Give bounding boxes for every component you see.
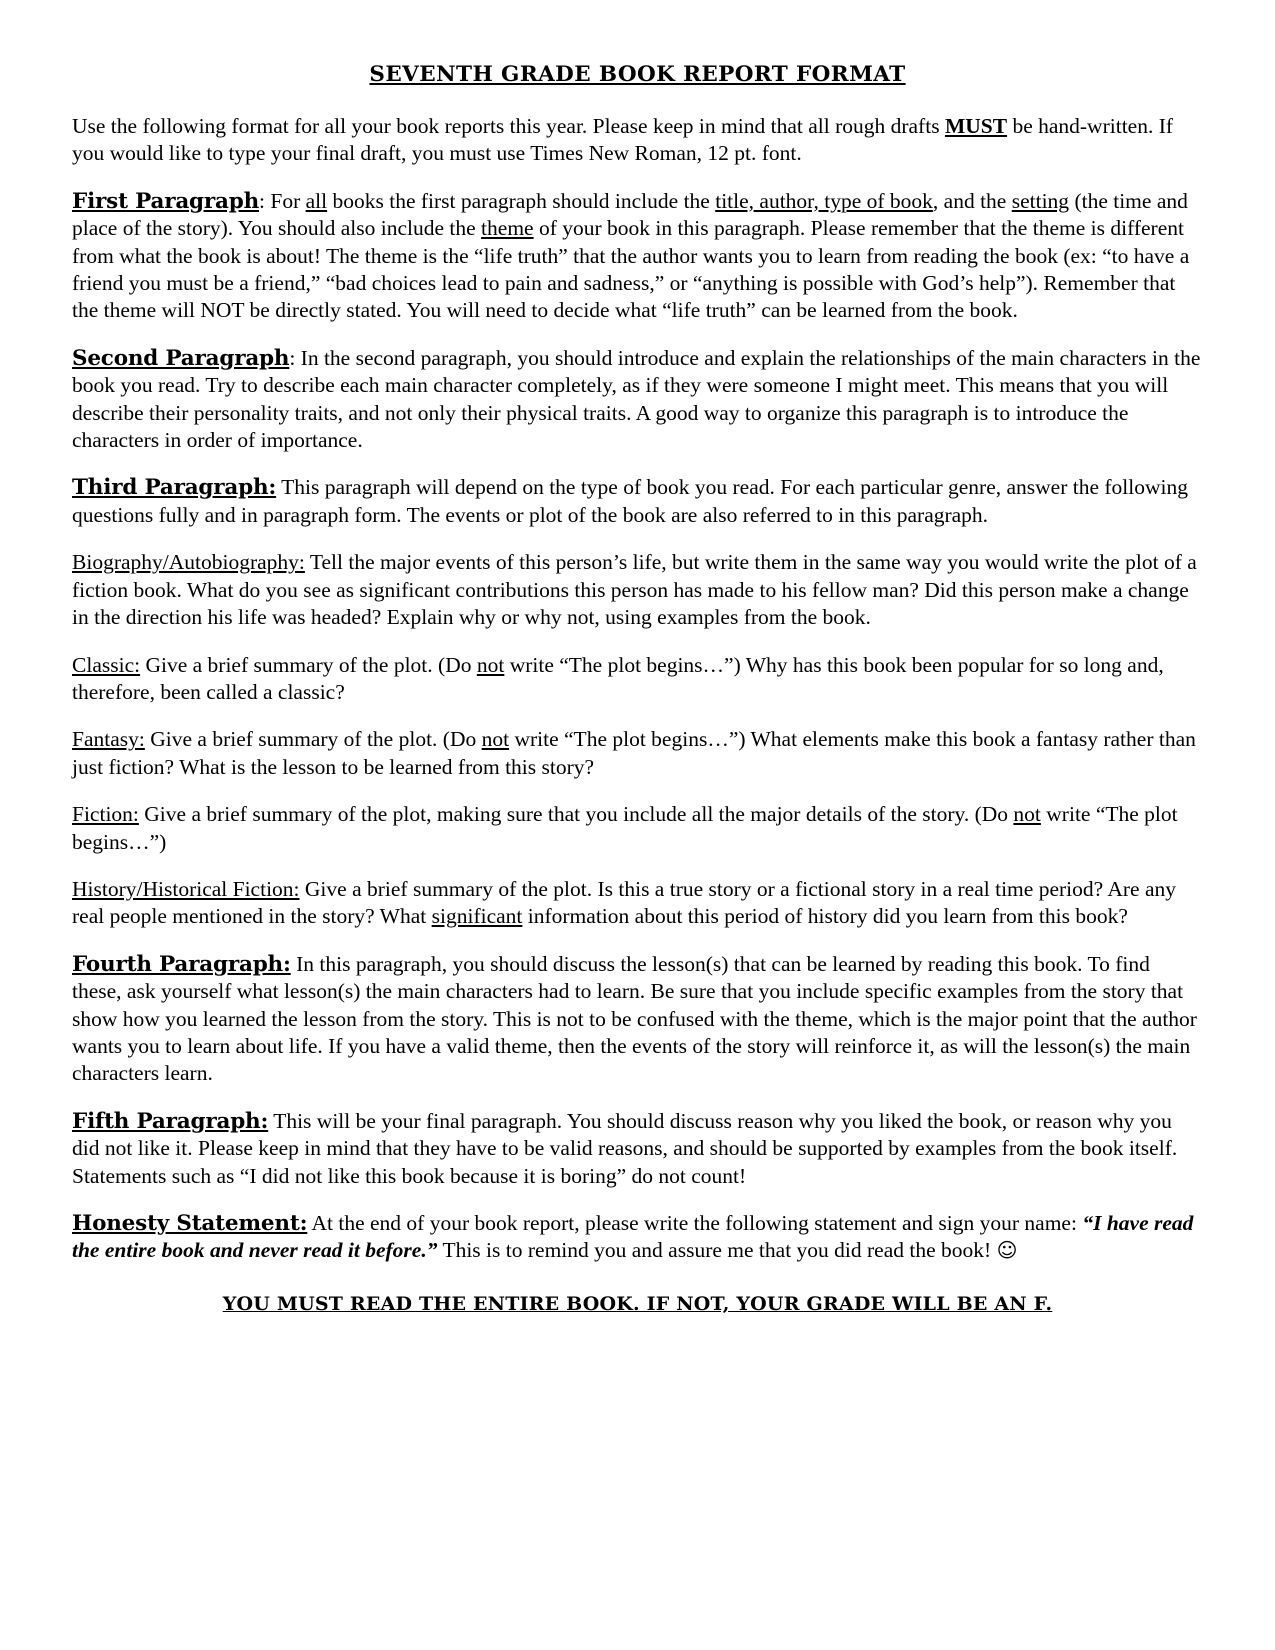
genre-label: Fiction:	[72, 802, 139, 827]
first-paragraph-section	[72, 188, 1203, 325]
third-paragraph-heading: Third Paragraph:	[72, 475, 277, 501]
genre-text-2: write “The plot begins…”) Why has this book been popular for so long and, therefore, been called a classic?	[72, 652, 1164, 704]
genre-text-2: write “The plot begins…”) What elements make this book a fantasy rather than just fiction? What is the lesson to be learned from this story?	[72, 727, 1196, 779]
first-paragraph-u2: title, author, type of book	[715, 188, 933, 213]
genre-text-1: Give a brief summary of the plot. Is this a true story or a fictional story in a real time period? Are any real people mentioned in the story? What	[72, 876, 1176, 929]
page-title: SEVENTH GRADE BOOK REPORT FORMAT	[369, 62, 906, 87]
second-paragraph-heading: Second Paragraph	[72, 345, 290, 371]
genre-underlined: not	[476, 652, 505, 677]
first-paragraph-t4: (the time and place of the story). You should also include the	[72, 188, 1188, 241]
honesty-statement-section	[72, 1210, 1203, 1265]
third-paragraph-text: This paragraph will depend on the type of book you read. For each particular genre, answer the following questions fully and in paragraph form. The events or plot of the book are also referred to in this paragraph.	[72, 475, 1188, 527]
genre-text-1: Give a brief summary of the plot. (Do	[140, 652, 477, 677]
genre-text-2: write “The plot begins…”)	[72, 802, 1178, 854]
first-paragraph-t2: books the first paragraph should include the	[327, 188, 716, 213]
honesty-statement-quote: “I have read the entire book and never read it before.”	[72, 1211, 1194, 1263]
genre-item-classic	[72, 652, 1203, 707]
fifth-paragraph-section	[72, 1108, 1203, 1190]
intro-paragraph	[72, 113, 1203, 168]
smiley-icon: ☺	[996, 1238, 1018, 1263]
genre-text-1: Give a brief summary of the plot. (Do	[144, 727, 482, 752]
genre-item-fiction	[72, 801, 1203, 856]
second-paragraph-text: : In the second paragraph, you should introduce and explain the relationships of the main characters in the book you read. Try to describe each main character completely, as if they were someone I might meet. This means that you will describe their personality traits, and not only their physical traits. A good way to organize this paragraph is to introduce the characters in order of importance.	[72, 345, 1201, 453]
genre-label: History/Historical Fiction:	[72, 876, 300, 901]
first-paragraph-t1: : For	[259, 188, 306, 213]
genre-text-2: information about this period of history did you learn from this book?	[522, 904, 1128, 929]
fourth-paragraph-text: In this paragraph, you should discuss the lesson(s) that can be learned by reading this book. To find these, ask yourself what lesson(s) the main characters had to learn. Be sure that you include specific examples from the story that show how you learned the lesson from the story. This is not to be confused with the theme, which is the major point that the author wants you to learn about life. If you have a valid theme, then the events of the story will reinforce it, as will the lesson(s) the main characters learn.	[72, 951, 1197, 1086]
third-paragraph-section	[72, 474, 1203, 529]
honesty-statement-t1: At the end of your book report, please write the following statement and sign your name:	[307, 1211, 1083, 1235]
genre-underlined: significant	[431, 904, 523, 929]
genre-label: Biography/Autobiography:	[72, 550, 305, 575]
genre-item-fantasy	[72, 726, 1203, 781]
fourth-paragraph-heading: Fourth Paragraph:	[72, 951, 291, 977]
intro-must-emphasis: MUST	[944, 114, 1008, 138]
genre-item-biography	[72, 549, 1203, 631]
first-paragraph-t5: of your book in this paragraph. Please remember that the theme is different from what the book is about! The theme is the “life truth” that the author wants you to learn from reading the book (ex: “to have a friend you must be a friend,” “bad choices lead to pain and sadness,” or “anything is possible with God’s help”). Remember that the theme will NOT be directly stated. You will need to decide what “life truth” can be learned from the book.	[72, 216, 1190, 323]
first-paragraph-u1: all	[305, 188, 328, 213]
footer-warning: YOU MUST READ THE ENTIRE BOOK. IF NOT, YOUR GRADE WILL BE AN F.	[222, 1292, 1053, 1315]
genre-item-history	[72, 876, 1203, 931]
genre-underlined: not	[1013, 802, 1041, 827]
fifth-paragraph-heading: Fifth Paragraph:	[72, 1108, 269, 1134]
honesty-statement-heading: Honesty Statement:	[72, 1211, 308, 1236]
genre-text-1: Give a brief summary of the plot, making sure that you include all the major details of the story. (Do	[138, 802, 1014, 827]
honesty-statement-t2: This is to remind you and assure me that you did read the book!	[437, 1238, 997, 1263]
intro-text-part1: Use the following format for all your book reports this year. Please keep in mind that all rough drafts	[72, 114, 945, 138]
intro-text-part2: be hand-written. If you would like to type your final draft, you must use Times New Roman, 12 pt. font.	[72, 114, 1174, 166]
second-paragraph-section	[72, 345, 1203, 455]
genre-text-1: Tell the major events of this person’s life, but write them in the same way you would write the plot of a fiction book. What do you see as significant contributions this person has made to his fellow man? Did this person make a change in the direction his life was headed? Explain why or why not, using examples from the book.	[72, 550, 1197, 630]
first-paragraph-u4: theme	[481, 216, 534, 241]
genre-underlined: not	[481, 727, 510, 752]
first-paragraph-t3: , and the	[932, 188, 1012, 213]
genre-label: Classic:	[72, 652, 141, 677]
first-paragraph-heading: First Paragraph	[72, 188, 260, 214]
fourth-paragraph-section	[72, 951, 1203, 1088]
genre-label: Fantasy:	[72, 727, 145, 752]
fifth-paragraph-text: This will be your final paragraph. You should discuss reason why you liked the book, or reason why you did not like it. Please keep in mind that they have to be valid reasons, and should be supported by examples from the book itself. Statements such as “I did not like this book because it is boring” do not count!	[72, 1108, 1178, 1188]
first-paragraph-u3: setting	[1011, 188, 1070, 213]
